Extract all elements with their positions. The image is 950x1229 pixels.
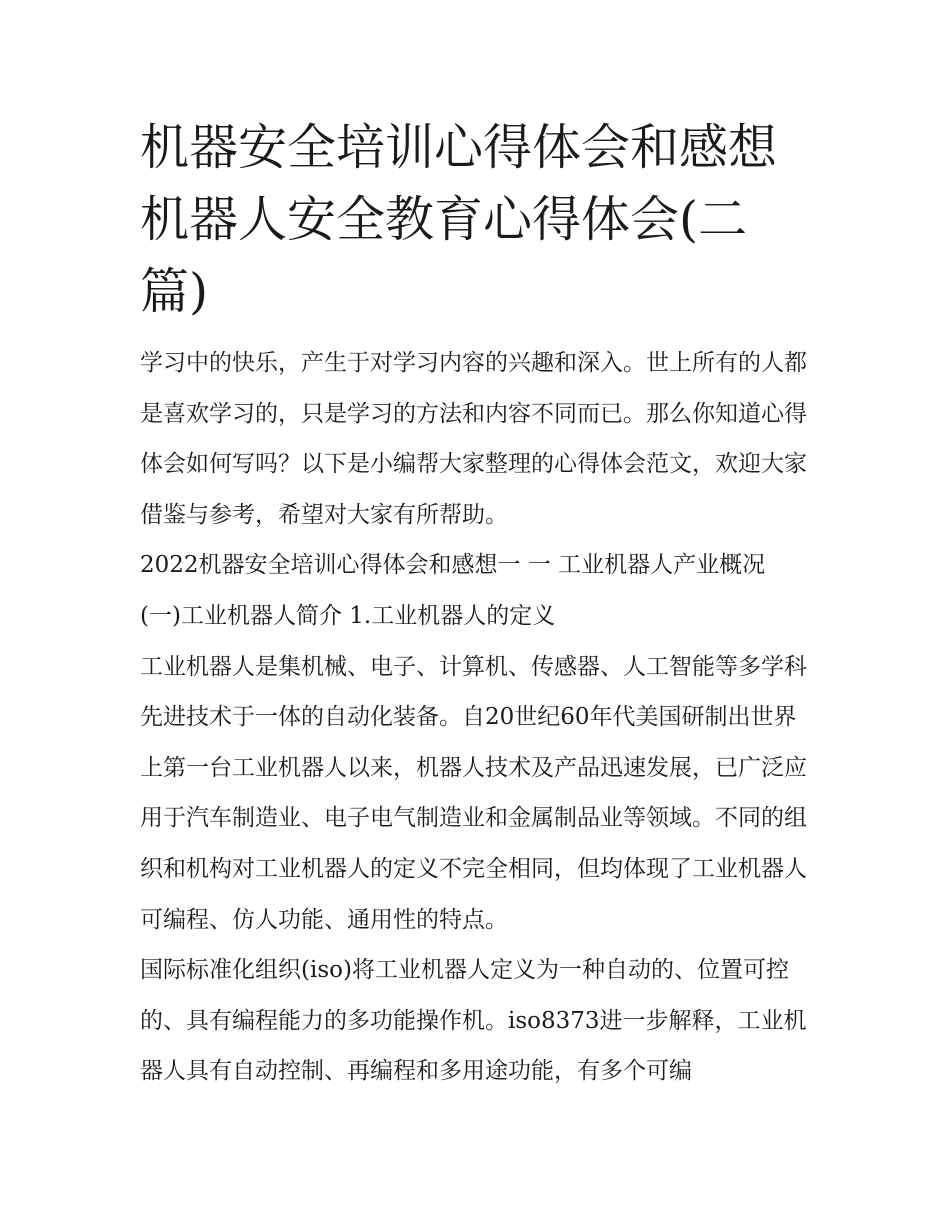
paragraph-iso: 国际标准化组织(iso)将工业机器人定义为一种自动的、位置可控的、具有编程能力的多功能操作机。iso8373进一步解释，工业机器人具有自动控制、再编程和多用途功能，有多个可编 <box>140 957 807 1085</box>
document-body <box>140 338 812 1097</box>
paragraph-definition: 工业机器人是集机械、电子、计算机、传感器、人工智能等多学科先进技术于一体的自动化装备。自20世纪60年代美国研制出世界上第一台工业机器人以来，机器人技术及产品迅速发展，已广泛应用于汽车制造业、电子电气制造业和金属制品业等领域。不同的组织和机构对工业机器人的定义不完全相同，但均体现了工业机器人可编程、仿人功能、通用性的特点。 <box>140 653 807 933</box>
paragraph-intro: 学习中的快乐，产生于对学习内容的兴趣和深入。世上所有的人都是喜欢学习的，只是学习的方法和内容不同而已。那么你知道心得体会如何写吗？以下是小编帮大家整理的心得体会范文，欢迎大家借鉴与参考，希望对大家有所帮助。 <box>140 350 807 528</box>
document-page <box>140 112 812 1097</box>
document-title: 机器安全培训心得体会和感想机器人安全教育心得体会(二篇) <box>140 119 778 320</box>
paragraph-heading-intro: (一)工业机器人简介 1.工业机器人的定义 <box>140 602 556 629</box>
paragraph-heading-overview: 2022机器安全培训心得体会和感想一 一 工业机器人产业概况 <box>140 552 766 579</box>
